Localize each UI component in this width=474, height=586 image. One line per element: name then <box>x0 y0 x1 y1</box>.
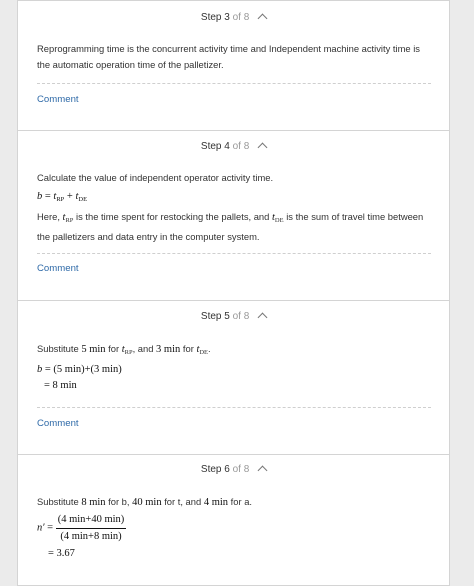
step-count: of 8 <box>232 464 250 475</box>
result-line: = 3.67 <box>48 548 75 559</box>
step-count: of 8 <box>232 141 250 152</box>
step-label: Step 6 <box>200 464 230 475</box>
step-card <box>17 0 450 132</box>
divider <box>37 83 431 84</box>
step-card <box>17 130 450 302</box>
substitution-text: Substitute 5 min for $t_{RP}$, and 3 min for $t_{DE}$. <box>37 343 211 356</box>
step-count: of 8 <box>232 311 250 322</box>
step-card <box>17 454 450 586</box>
step-header[interactable] <box>18 311 449 322</box>
step-count: of 8 <box>232 12 250 23</box>
comment-link[interactable]: Comment <box>37 418 79 429</box>
chevron-up-icon[interactable] <box>258 14 268 24</box>
comment-link[interactable]: Comment <box>37 94 79 105</box>
divider <box>37 253 431 254</box>
step-text: Reprogramming time is the concurrent activity time and Independent machine activity time is the automatic operation time of the palletizer. <box>37 43 420 70</box>
step-card <box>17 300 450 456</box>
step-header[interactable] <box>18 12 449 23</box>
step-label: Step 5 <box>200 311 230 322</box>
step-intro: Calculate the value of independent operator activity time. <box>37 172 274 183</box>
fraction-equation: n′ = $\frac{(4 \min+40 \min)}{(4 \min+8 \min)}$ <box>37 512 432 544</box>
divider <box>37 407 431 408</box>
comment-link[interactable]: Comment <box>37 263 79 274</box>
equation-line: = 8 min <box>44 380 77 391</box>
step-header[interactable] <box>18 141 449 152</box>
chevron-up-icon[interactable] <box>258 466 268 476</box>
chevron-up-icon[interactable] <box>258 143 268 153</box>
equation-line: b = (5 min)+(3 min) <box>37 364 122 375</box>
chevron-up-icon[interactable] <box>258 313 268 323</box>
step-label: Step 3 <box>200 12 230 23</box>
step-explanation: Here, $t_{RP}$ is the time spent for restocking the pallets, and $t_{DE}$ is the sum of travel time between the palletizers and data entry in the computer system. <box>37 211 424 242</box>
substitution-text: Substitute 8 min for b, 40 min for t, and 4 min for a. <box>37 496 253 508</box>
step-header[interactable] <box>18 464 449 475</box>
step-label: Step 4 <box>200 141 230 152</box>
equation: $b = t_{RP} + t_{DE}$ <box>37 191 88 203</box>
fraction: $\frac{(4 \min+40 \min)}{(4 \min+8 \min)}$ <box>57 514 125 542</box>
